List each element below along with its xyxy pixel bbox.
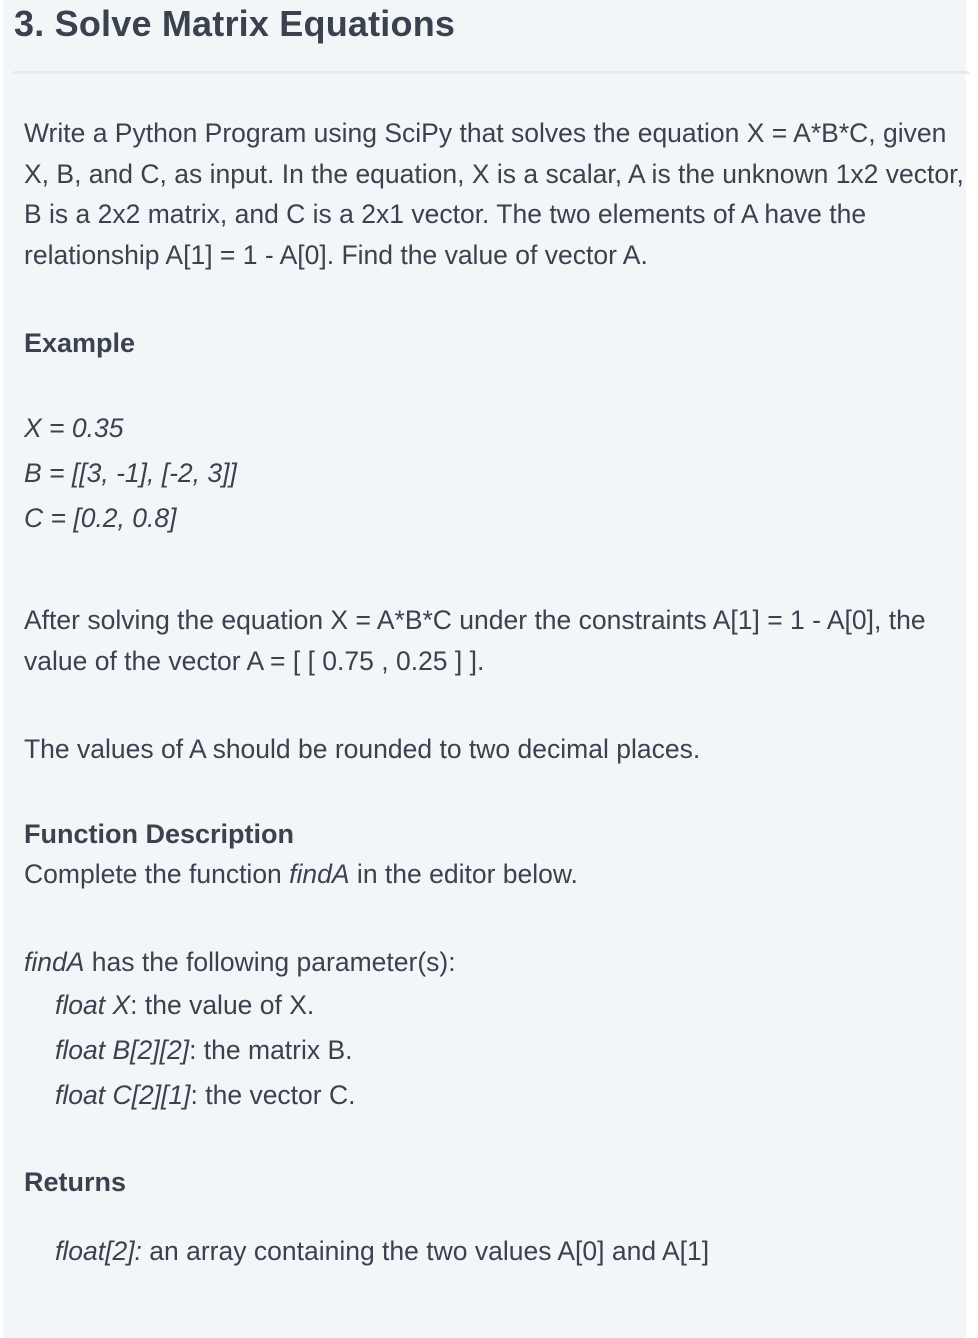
returns-description bbox=[24, 1231, 969, 1272]
example-explanation: After solving the equation X = A*B*C under the constraints A[1] = 1 - A[0], the value of the vector A = [ [ 0.75 , 0.25 ] ]. bbox=[24, 605, 926, 676]
returns-heading: Returns bbox=[24, 1166, 127, 1197]
problem-panel bbox=[3, 0, 966, 1338]
page-title: 3. Solve Matrix Equations bbox=[14, 3, 456, 44]
example-heading: Example bbox=[24, 328, 136, 358]
problem-intro: Write a Python Program using SciPy that solves the equation X = A*B*C, given X, B, and C, as input. In the equation, X is a scalar, A is the unknown 1x2 vector, B is a 2x2 matrix, and C is a 2x1 vector. The two elements of A have the relationship A[1] = 1 - A[0]. Find the value of vector A. bbox=[24, 118, 964, 270]
example-c: C = [0.2, 0.8] bbox=[24, 503, 177, 533]
function-description-text: Complete the function findA in the editor below. bbox=[24, 858, 578, 889]
parameters-intro: findA has the following parameter(s): bbox=[24, 947, 456, 977]
parameter-item bbox=[24, 983, 969, 1028]
function-description-heading: Function Description bbox=[24, 818, 294, 849]
parameter-type: float X bbox=[55, 989, 131, 1020]
parameter-desc: : the value of X. bbox=[130, 989, 315, 1020]
function-name: findA bbox=[24, 947, 85, 977]
example-b: B = [[3, -1], [-2, 3]] bbox=[24, 458, 237, 488]
example-inputs bbox=[24, 406, 969, 541]
parameter-desc: : the matrix B. bbox=[189, 1034, 353, 1065]
parameter-type: float B[2][2] bbox=[55, 1034, 190, 1065]
title-divider bbox=[13, 71, 969, 74]
example-x: X = 0.35 bbox=[24, 413, 124, 443]
function-name: findA bbox=[289, 858, 350, 889]
rounding-note: The values of A should be rounded to two decimal places. bbox=[24, 734, 701, 764]
return-type: float[2]: bbox=[55, 1235, 142, 1266]
parameter-item bbox=[24, 1073, 969, 1118]
parameter-desc: : the vector C. bbox=[190, 1079, 356, 1110]
problem-statement bbox=[24, 113, 969, 1271]
return-desc: an array containing the two values A[0] and A[1] bbox=[141, 1235, 710, 1266]
parameter-type: float C[2][1] bbox=[55, 1079, 191, 1110]
parameter-item bbox=[24, 1028, 969, 1073]
